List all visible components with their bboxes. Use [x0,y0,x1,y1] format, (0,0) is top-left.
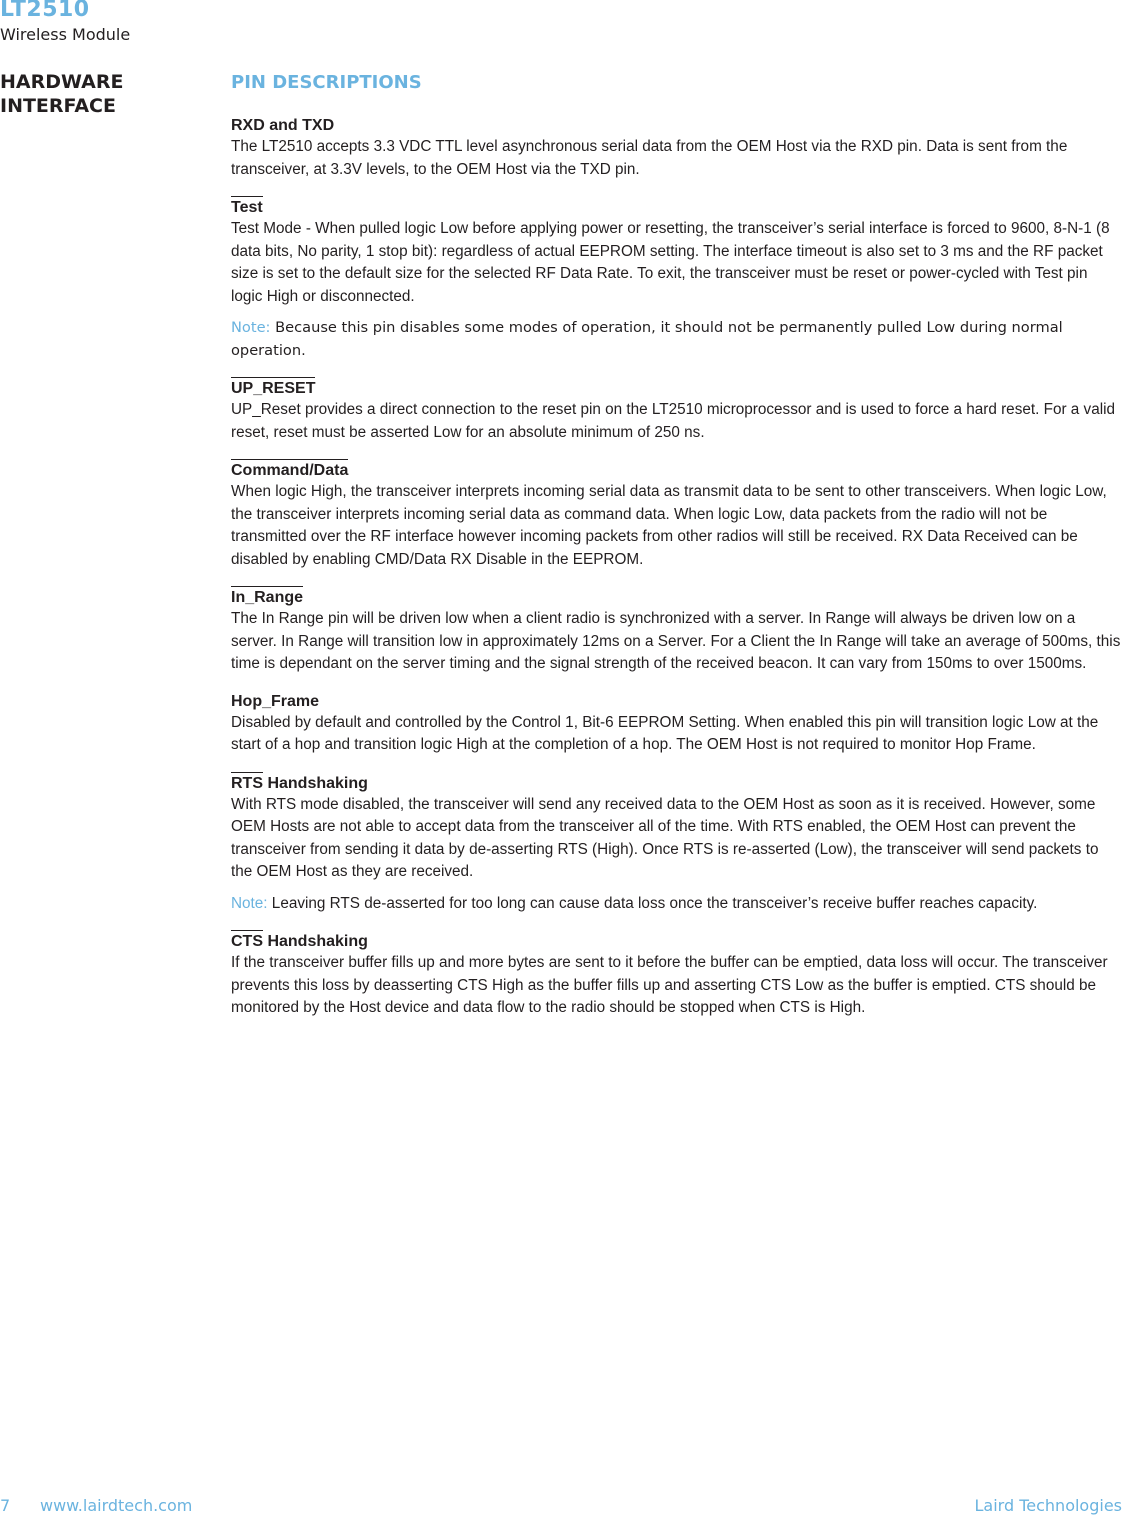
pin-description: With RTS mode disabled, the transceiver will send any received data to the OEM Host as soon as it is received. However, some OEM Hosts are not able to accept data from the transceiver all of the time. With RTS enabled, the OEM Host can prevent the transceiver from sending it data by de-asserting RTS (High). Once RTS is re-asserted (Low), the transceiver will send packets to the OEM Host as they are received. [231,795,1099,880]
sidebar-heading: HARDWARE INTERFACE [0,71,124,117]
pin-name: Hop_Frame [231,692,320,710]
note-label: Note: [231,894,268,912]
page-number: 7 [0,1496,11,1515]
pin-description: If the transceiver buffer fills up and more bytes are sent to it before the buffer can be emptied, data loss will occur. The transceiver prevents this loss by deasserting CTS High as the buffer fills up and asserting CTS Low as the buffer is emptied. CTS should be monitored by the Host device and data flow to the radio should be stopped when CTS is High. [231,954,1108,1016]
pin-description: The LT2510 accepts 3.3 VDC TTL level asynchronous serial data from the OEM Host via the RXD pin. Data is sent from the transceiver, at 3.3V levels, to the OEM Host via the TXD pin. [231,138,1068,178]
pin-rts-handshaking [231,772,1121,916]
pin-description: When logic High, the transceiver interprets incoming serial data as transmit data to be sent to other transceivers. When logic Low, the transceiver interprets incoming serial data as command data. When logic Low, data packets from the radio will not be transmitted over the RF interface however incoming packets from other radios will still be received. RX Data Received can be disabled by enabling CMD/Data RX Disable in the EEPROM. [231,483,1107,568]
note-label: Note: [231,319,271,336]
pin-rxd-txd [231,115,1121,181]
product-subtitle: Wireless Module [0,25,131,44]
pin-name [231,930,368,952]
pin-description: Test Mode - When pulled logic Low before applying power or resetting, the transceiver’s serial interface is forced to 9600, 8-N-1 (8 data bits, No parity, 1 stop bit): regardless of actual EEPROM setting. The interface timeout is also set to 3 ms and the RF packet size is set to the default size for the selected RF Data Rate. To exit, the transceiver must be reset or power-cycled with Test pin logic High or disconnected. [231,220,1110,305]
footer-url[interactable]: www.lairdtech.com [40,1496,193,1515]
product-title: LT2510 [0,0,90,22]
pin-name: In_Range [231,586,303,608]
pin-name: Command/Data [231,459,348,481]
pin-up-reset [231,377,1121,444]
footer-company: Laird Technologies [974,1496,1122,1515]
pin-description: Disabled by default and controlled by the Control 1, Bit-6 EEPROM Setting. When enabled this pin will transition logic Low at the start of a hop and transition logic High at the completion of a hop. The OEM Host is not required to monitor Hop Frame. [231,713,1099,753]
pin-description: UP_Reset provides a direct connection to the reset pin on the LT2510 microprocessor and is used to force a hard reset. For a valid reset, reset must be asserted Low for an absolute minimum of 250 ns. [231,401,1116,441]
pin-in-range [231,586,1121,676]
note-text: Leaving RTS de-asserted for too long can cause data loss once the transceiver’s receive buffer reaches capacity. [267,894,1038,912]
pin-name: Test [231,196,263,218]
pin-name-overline: RTS [231,772,263,794]
pin-name-overline: CTS [231,930,263,952]
pin-hop-frame [231,691,1121,757]
section-title: PIN DESCRIPTIONS [231,72,422,93]
pin-name [231,772,368,794]
pin-name-rest: Handshaking [263,774,368,792]
note [231,893,1121,916]
pin-name: RXD and TXD [231,117,335,134]
pin-cts-handshaking [231,930,1121,1020]
pin-name-rest: Handshaking [263,933,368,950]
main-content [231,70,1121,1035]
pin-description: The In Range pin will be driven low when a client radio is synchronized with a server. In Range will always be driven low on a server. In Range will transition low in approximately 12ms on a Server. For a Client the In Range will take an average of 500ms, this time is dependant on the server timing and the signal strength of the received beacon. It can vary from 150ms to over 1500ms. [231,610,1121,672]
pin-test [231,196,1121,362]
pin-name: UP_RESET [231,377,315,399]
pin-command-data [231,459,1121,571]
note-text: Because this pin disables some modes of operation, it should not be permanently pulled Low during normal operation. [231,319,1063,359]
note [231,317,1121,362]
